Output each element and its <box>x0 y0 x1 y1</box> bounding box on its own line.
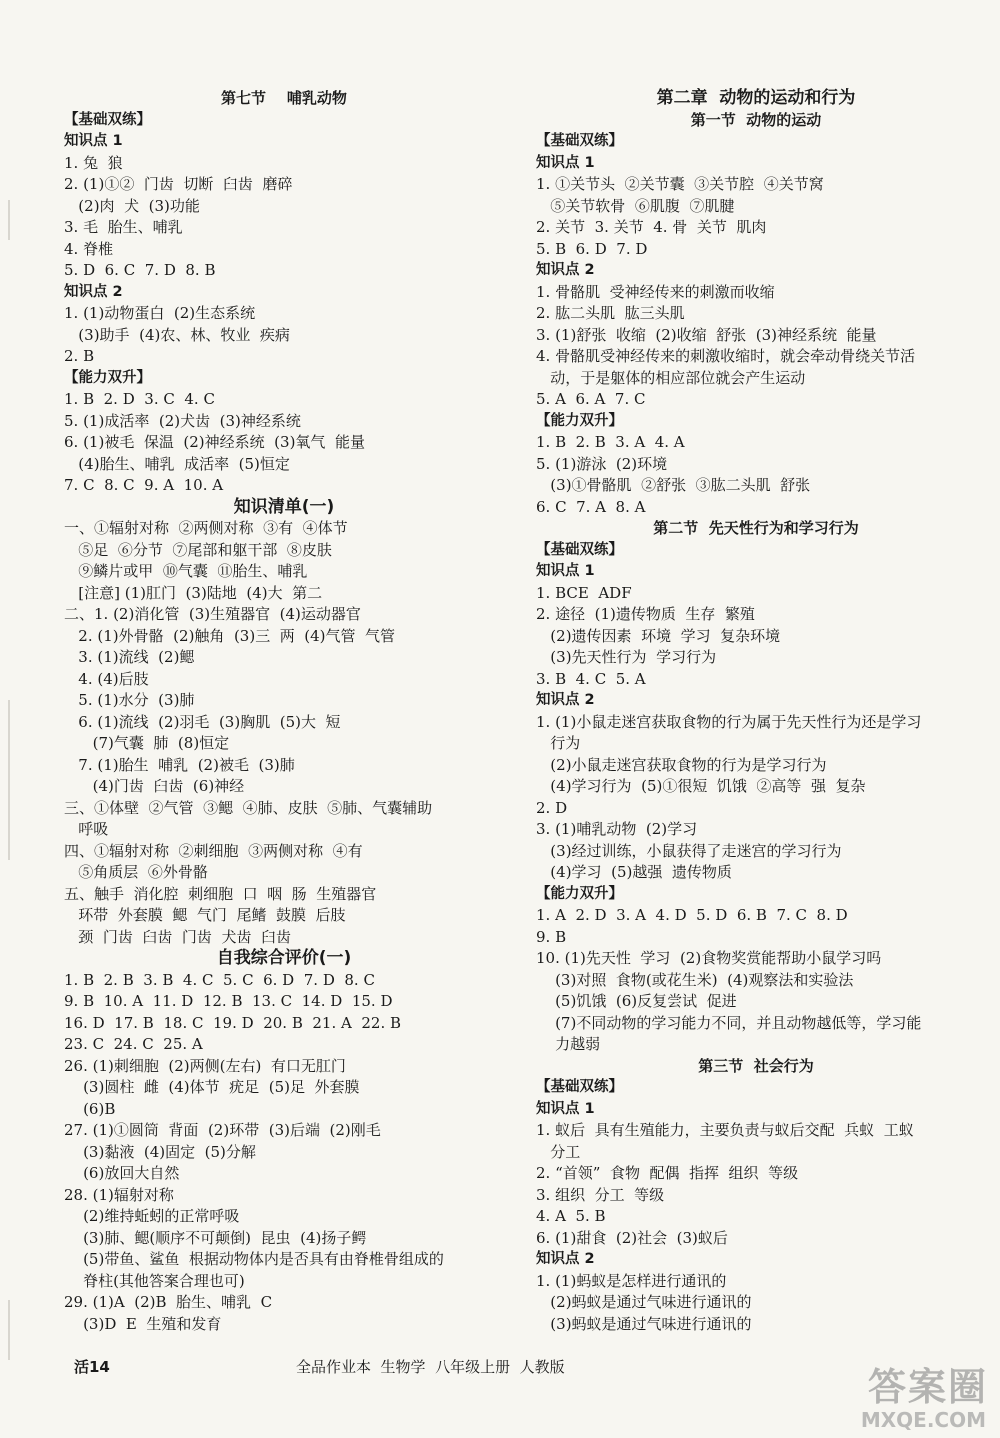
section-heading: 第三节 社会行为 <box>698 1056 814 1075</box>
answer-line: 9. B <box>536 927 567 946</box>
watermark-url: MXQE.COM <box>860 1408 986 1432</box>
subsection-label: 【能力双升】 <box>64 369 151 386</box>
answer-line: (4)学习行为 (5)①很短 饥饿 ②高等 强 复杂 <box>536 777 866 795</box>
chapter-heading: 知识清单(一) <box>233 496 335 517</box>
answer-line: 1. A 2. D 3. A 4. D 5. D 6. B 7. C 8. D <box>536 906 848 924</box>
page-number: 活14 <box>74 1358 110 1376</box>
answer-line: 2. D <box>536 798 568 817</box>
answer-line: 4. (4)后肢 <box>64 669 149 688</box>
answer-line: 4. A 5. B <box>536 1207 606 1225</box>
answer-line: 2. 肱二头肌 肱三头肌 <box>536 304 685 322</box>
subsection-label: 知识点 2 <box>64 283 123 300</box>
answer-line: 一、①辐射对称 ②两侧对称 ③有 ④体节 <box>64 519 348 537</box>
answer-line: 2. “首领” 食物 配偶 指挥 组织 等级 <box>536 1164 799 1182</box>
answer-line: (3)助手 (4)农、林、牧业 疾病 <box>64 325 290 344</box>
subsection-label: 知识点 2 <box>536 262 595 278</box>
answer-line: (3)黏液 (4)固定 (5)分解 <box>64 1142 256 1161</box>
scan-edge-mark <box>8 1300 10 1360</box>
answer-line: 29. (1)A (2)B 胎生、哺乳 C <box>64 1293 273 1311</box>
answer-line: 7. C 8. C 9. A 10. A <box>64 476 224 494</box>
answer-line: 5. B 6. D 7. D <box>536 239 648 258</box>
answer-line: 6. C 7. A 8. A <box>536 497 646 516</box>
answer-line: 3. 毛 胎生、哺乳 <box>64 218 183 236</box>
answer-line: 2. (1)外骨骼 (2)触角 (3)三 两 (4)气管 气管 <box>64 626 396 645</box>
answer-line: 1. 兔 狼 <box>64 153 123 172</box>
subsection-label: 知识点 2 <box>536 1251 595 1267</box>
answer-line: 10. (1)先天性 学习 (2)食物奖赏能帮助小鼠学习吗 <box>536 949 882 967</box>
answer-line: 16. D 17. B 18. C 19. D 20. B 21. A 22. B <box>64 1013 402 1032</box>
answer-line: ⑤足 ⑥分节 ⑦尾部和躯干部 ⑧皮肤 <box>64 540 332 559</box>
answer-line: 3. 组织 分工 等级 <box>536 1185 665 1204</box>
answer-line: 四、①辐射对称 ②刺细胞 ③两侧对称 ④有 <box>64 841 363 860</box>
answer-line: 3. (1)哺乳动物 (2)学习 <box>536 820 698 838</box>
watermark <box>818 1356 988 1432</box>
answer-line: 颈 门齿 臼齿 门齿 犬齿 臼齿 <box>64 927 291 946</box>
answer-line: (2)维持蚯蚓的正常呼吸 <box>64 1207 240 1225</box>
subsection-label: 【基础双练】 <box>536 541 623 558</box>
answer-line: 2. 途径 (1)遗传物质 生存 繁殖 <box>536 605 755 623</box>
scan-edge-mark <box>8 200 10 240</box>
answer-line: (3)经过训练，小鼠获得了走迷宫的学习行为 <box>536 841 842 860</box>
answer-line: (6)放回大自然 <box>64 1164 180 1182</box>
answer-line: [注意] (1)肛门 (3)陆地 (4)大 第二 <box>64 583 323 602</box>
answer-line: (2)遗传因素 环境 学习 复杂环境 <box>536 626 781 645</box>
answer-line: 5. D 6. C 7. D 8. B <box>64 261 216 279</box>
book-info: 全品作业本 生物学 八年级上册 人教版 <box>296 1358 565 1376</box>
section-heading: 第二节 先天性行为和学习行为 <box>653 519 859 537</box>
answer-line: 脊柱(其他答案合理也可) <box>64 1271 245 1290</box>
answer-line: 三、①体壁 ②气管 ③鳃 ④肺、皮肤 ⑤肺、气囊辅助 <box>64 798 433 817</box>
subsection-label: 【能力双升】 <box>536 885 623 902</box>
answer-line: 5. A 6. A 7. C <box>536 390 646 408</box>
answer-line: 3. B 4. C 5. A <box>536 669 646 688</box>
answer-line: 3. (1)流线 (2)鳃 <box>64 648 195 666</box>
answer-line: 1. 蚁后 具有生殖能力，主要负责与蚁后交配 兵蚁 工蚁 <box>536 1121 914 1139</box>
answer-line: 9. B 10. A 11. D 12. B 13. C 14. D 15. D <box>64 992 393 1010</box>
answer-line: (4)学习 (5)越强 遗传物质 <box>536 863 732 881</box>
answer-line: 23. C 24. C 25. A <box>64 1035 203 1053</box>
answer-line: 6. (1)甜食 (2)社会 (3)蚁后 <box>536 1228 728 1247</box>
answer-line: 3. (1)舒张 收缩 (2)收缩 舒张 (3)神经系统 能量 <box>536 325 877 344</box>
answer-line: 5. (1)成活率 (2)犬齿 (3)神经系统 <box>64 411 301 430</box>
answer-line: 4. 脊椎 <box>64 239 114 258</box>
subsection-label: 知识点 1 <box>536 1100 595 1117</box>
subsection-label: 【基础双练】 <box>536 133 623 149</box>
answer-line: 1. (1)动物蛋白 (2)生态系统 <box>64 304 256 322</box>
answer-line: 1. ①关节头 ②关节囊 ③关节腔 ④关节窝 <box>536 175 824 193</box>
subsection-label: 知识点 1 <box>536 563 595 579</box>
answer-line: 二、1. (2)消化管 (3)生殖器官 (4)运动器官 <box>64 605 361 623</box>
answer-line: 力越弱 <box>536 1035 601 1053</box>
chapter-heading: 自我综合评价(一) <box>216 948 352 968</box>
answer-line: ⑨鳞片或甲 ⑩气囊 ⑪胎生、哺乳 <box>64 562 308 580</box>
answer-line: 1. B 2. D 3. C 4. C <box>64 390 215 408</box>
answer-line: 呼吸 <box>64 820 109 838</box>
subsection-label: 知识点 2 <box>536 692 595 708</box>
answer-line: 环带 外套膜 鳃 气门 尾鳍 鼓膜 后肢 <box>64 906 346 924</box>
answer-line: (3)①骨骼肌 ②舒张 ③肱二头肌 舒张 <box>536 476 811 494</box>
watermark-logo: 答案圈 <box>867 1365 988 1409</box>
answer-line: 6. (1)流线 (2)羽毛 (3)胸肌 (5)大 短 <box>64 712 341 731</box>
answer-line: 动，于是躯体的相应部位就会产生运动 <box>536 368 806 387</box>
answer-line: (3)对照 食物(或花生米) (4)观察法和实验法 <box>536 970 854 989</box>
answer-line: 28. (1)辐射对称 <box>64 1185 174 1204</box>
answer-line: (7)不同动物的学习能力不同，并且动物越低等，学习能 <box>536 1013 922 1032</box>
answer-line: 1. B 2. B 3. A 4. A <box>536 433 685 451</box>
answer-line: 5. (1)水分 (3)肺 <box>64 691 195 709</box>
section-heading: 第七节 哺乳动物 <box>221 89 347 107</box>
answer-line: (2)小鼠走迷宫获取食物的行为是学习行为 <box>536 755 827 774</box>
answer-line: (5)饥饿 (6)反复尝试 促进 <box>536 992 737 1010</box>
subsection-label: 知识点 1 <box>536 154 595 171</box>
answer-line: 1. BCE ADF <box>536 583 632 602</box>
subsection-label: 知识点 1 <box>64 133 123 149</box>
answer-line: (2)蚂蚁是通过气味进行通讯的 <box>536 1293 752 1311</box>
answer-line: (5)带鱼、鲨鱼 根据动物体内是否具有由脊椎骨组成的 <box>64 1250 444 1268</box>
answer-line: (4)胎生、哺乳 成活率 (5)恒定 <box>64 454 290 473</box>
answer-line: 行为 <box>536 734 581 752</box>
answer-line: 1. B 2. B 3. B 4. C 5. C 6. D 7. D 8. C <box>64 970 375 989</box>
answer-line: (7)气囊 肺 (8)恒定 <box>64 734 230 752</box>
answer-line: 2. (1)①② 门齿 切断 臼齿 磨碎 <box>64 175 293 193</box>
answer-line: 1. (1)蚂蚁是怎样进行通讯的 <box>536 1271 727 1290</box>
answer-line: 2. B <box>64 347 95 365</box>
answer-line: 4. 骨骼肌受神经传来的刺激收缩时，就会牵动骨绕关节活 <box>536 347 916 365</box>
answer-line: (3)肺、鳃(顺序不可颠倒) 昆虫 (4)扬子鳄 <box>64 1228 367 1247</box>
answer-line: 2. 关节 3. 关节 4. 骨 关节 肌肉 <box>536 218 767 236</box>
answer-line: ⑤关节软骨 ⑥肌腹 ⑦肌腱 <box>536 196 735 215</box>
subsection-label: 【基础双练】 <box>536 1079 623 1095</box>
chapter-heading: 第二章 动物的运动和行为 <box>656 88 856 108</box>
subsection-label: 【基础双练】 <box>64 111 151 128</box>
answer-line: 1. (1)小鼠走迷宫获取食物的行为属于先天性行为还是学习 <box>536 712 922 731</box>
answer-line: (2)肉 犬 (3)功能 <box>64 196 200 215</box>
answer-line: 五、触手 消化腔 刺细胞 口 咽 肠 生殖器官 <box>64 884 377 903</box>
answer-line: 27. (1)①圆筒 背面 (2)环带 (3)后端 (2)刚毛 <box>64 1121 381 1139</box>
answer-line: (3)圆柱 雌 (4)体节 疣足 (5)足 外套膜 <box>64 1078 360 1096</box>
answer-line: 26. (1)刺细胞 (2)两侧(左右) 有口无肛门 <box>64 1056 346 1075</box>
answer-line: 7. (1)胎生 哺乳 (2)被毛 (3)肺 <box>64 755 295 774</box>
answer-line: (3)D E 生殖和发育 <box>64 1314 222 1333</box>
answer-line: (6)B <box>64 1099 116 1118</box>
answer-line: 5. (1)游泳 (2)环境 <box>536 454 668 473</box>
answer-line: ⑤角质层 ⑥外骨骼 <box>64 863 208 881</box>
answer-line: (3)蚂蚁是通过气味进行通讯的 <box>536 1314 752 1333</box>
section-heading: 第一节 动物的运动 <box>690 110 822 129</box>
right-column <box>536 88 976 1335</box>
subsection-label: 【能力双升】 <box>536 412 623 429</box>
scan-edge-mark <box>8 700 10 860</box>
answer-line: 6. (1)被毛 保温 (2)神经系统 (3)氧气 能量 <box>64 433 365 451</box>
answer-line: (3)先天性行为 学习行为 <box>536 648 717 666</box>
answer-line: 1. 骨骼肌 受神经传来的刺激而收缩 <box>536 282 775 301</box>
answer-line: (4)门齿 臼齿 (6)神经 <box>64 777 245 795</box>
left-column <box>64 88 504 1335</box>
answer-line: 分工 <box>536 1142 581 1161</box>
